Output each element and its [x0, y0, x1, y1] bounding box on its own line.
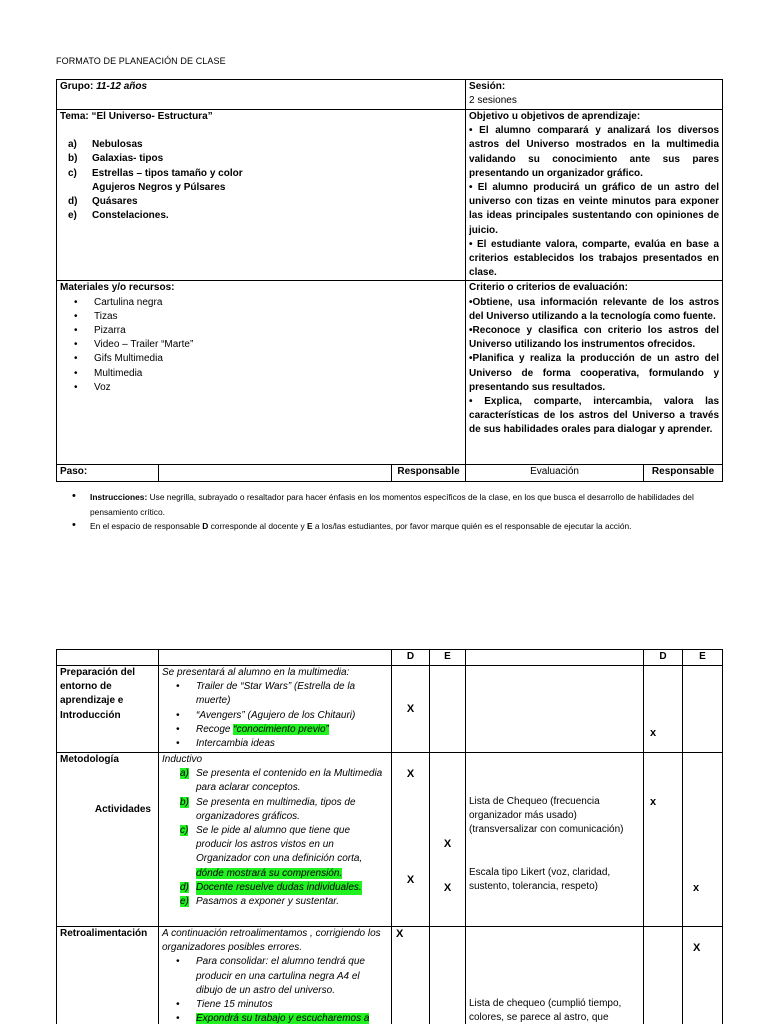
- paso-header: Paso:: [57, 465, 159, 482]
- note-item: • Instrucciones: Use negrilla, subrayado o resaltador para hacer énfasis en los momentos específicos de la clase, en los que busca el desarrollo de habilidades del pensamiento crítico.: [72, 490, 722, 519]
- d2-mark: x: [644, 753, 683, 927]
- grupo-label: Grupo:: [60, 81, 94, 92]
- list-item: • Trailer de “Star Wars” (Estrella de la muerte): [172, 680, 388, 708]
- list-item: • Para consolidar: el alumno tendrá que producir en una cartulina negra A4 el dibujo de un astro del universo.: [172, 955, 388, 998]
- list-item: d) Quásares: [68, 196, 138, 208]
- tema-label: Tema: “El Universo- Estructura”: [60, 111, 213, 122]
- list-item: • Tiene 15 minutos: [172, 998, 388, 1012]
- materiales-label: Materiales y/o recursos:: [60, 282, 175, 294]
- responsable-header: Responsable: [392, 465, 466, 482]
- sesion-cell: [466, 80, 723, 110]
- criterio-item: •Reconoce y clasifica con criterio los astros del Universo utilizando los instrumentos ofrecidos.: [469, 325, 720, 351]
- list-item: • Expondrá su trabajo y escucharemos a: [172, 1012, 388, 1024]
- criterio-item: •Obtiene, usa información relevante de los astros del Universo utilizando a la tecnología como fuente.: [469, 296, 720, 322]
- list-item: e) Pasamos a exponer y sustentar.: [180, 896, 340, 908]
- list-item: e) Constelaciones.: [68, 210, 169, 222]
- list-item: • Intercambia ideas: [172, 737, 388, 751]
- row-label: Preparación del entorno de aprendizaje e Introducción: [57, 666, 159, 753]
- eval-cell: Lista de Chequeo (frecuencia organizador más usado) (transversalizar con comunicación) Escala tipo Likert (voz, claridad, sustento, tolerancia, respeto): [466, 753, 644, 927]
- list-item: • Cartulina negra: [70, 296, 462, 310]
- objetivo-item: • El alumno producirá un gráfico de un astro del universo con tizas en veinte minutos para exponer las ideas principales sustentando con opiniones de juicio.: [469, 182, 720, 236]
- header-blank: [57, 650, 159, 666]
- objetivo-cell: [466, 110, 723, 281]
- responsable-header-2: Responsable: [644, 465, 723, 482]
- header-blank: [159, 650, 392, 666]
- list-item: • Pizarra: [70, 324, 462, 338]
- list-item: d) Docente resuelve dudas individuales.: [180, 881, 388, 895]
- header-d: D: [392, 650, 430, 666]
- header-d-2: D: [644, 650, 683, 666]
- d-mark: X: [392, 666, 430, 753]
- sesion-value: 2 sesiones: [469, 95, 517, 107]
- e2-mark: [683, 666, 723, 753]
- header-e-2: E: [683, 650, 723, 666]
- list-item: b) Se presenta en multimedia, tipos de organizadores gráficos.: [180, 796, 356, 822]
- tema-cell: [57, 110, 466, 281]
- e-mark: [430, 666, 466, 753]
- list-item: • Recoge “conocimiento previo”: [172, 723, 388, 737]
- criterio-item: • Explica, comparte, intercambia, valora las características de los astros del Universo a través de sus habilidades orales para dialogar y aprender.: [469, 396, 720, 436]
- d-mark: X: [392, 927, 430, 1024]
- list-item: Agujeros Negros y Púlsares: [92, 181, 226, 193]
- eval-cell: Lista de chequeo (cumplió tiempo, colores, se parece al astro, que: [466, 927, 644, 1024]
- row-label: Metodología Actividades: [57, 753, 159, 927]
- objetivo-label: Objetivo u objetivos de aprendizaje:: [469, 111, 641, 122]
- grupo-value: 11-12 años: [96, 81, 148, 92]
- header-blank: [466, 650, 644, 666]
- list-item: • Video – Trailer “Marte”: [70, 338, 462, 352]
- e2-mark: X: [683, 927, 723, 1024]
- criterio-label: Criterio o criterios de evaluación:: [469, 282, 628, 294]
- row-content: A continuación retroalimentamos , corrigiendo los organizadores posibles errores. • Para consolidar: el alumno tendrá que producir en una cartulina negra A4 el dibujo de un astro del universo. • Tiene 15 minutos • Expondrá su trabajo y escucharemos a: [159, 927, 392, 1024]
- list-item: a) Nebulosas: [68, 139, 143, 151]
- d2-mark: [644, 927, 683, 1024]
- sesion-label: Sesión:: [469, 81, 506, 92]
- materiales-list: [70, 296, 462, 395]
- paso-blank: [159, 465, 392, 482]
- header-e: E: [430, 650, 466, 666]
- grupo-cell: [57, 80, 466, 110]
- instructions-notes: [72, 490, 722, 534]
- e-mark: [430, 927, 466, 1024]
- activities-table: [56, 649, 723, 1024]
- objetivo-item: • El estudiante valora, comparte, evalúa en base a criterios establecidos los trabajos presentados en clase.: [469, 238, 720, 279]
- evaluacion-header: Evaluación: [466, 465, 644, 482]
- list-item: c) Se le pide al alumno que tiene que producir los astros vistos en un Organizador con una definición corta, dónde mostrará su comprensión.: [180, 825, 363, 879]
- d2-mark: x: [644, 666, 683, 753]
- row-content: Se presentará al alumno en la multimedia: • Trailer de “Star Wars” (Estrella de la muerte) • “Avengers” (Agujero de los Chitauri) • Recoge “conocimiento previo” • Intercambia ideas: [159, 666, 392, 753]
- list-item: • “Avengers” (Agujero de los Chitauri): [172, 709, 388, 723]
- list-item: • Voz: [70, 381, 462, 395]
- list-item: a) Se presenta el contenido en la Multimedia para aclarar conceptos.: [180, 768, 383, 794]
- criterio-item: •Planifica y realiza la producción de un astro del Universo de forma cooperativa, formulando y presentando sus resultados.: [469, 353, 720, 393]
- list-item: • Gifs Multimedia: [70, 352, 462, 366]
- e2-mark: x: [683, 753, 723, 927]
- d-mark: X X: [392, 753, 430, 927]
- objetivo-item: • El alumno comparará y analizará los diversos astros del Universo mostrados en la multimedia validando su conocimiento ante sus pares presentando un organizador gráfico.: [469, 125, 720, 179]
- criterio-cell: [466, 281, 723, 465]
- list-item: c) Estrellas – tipos tamaño y color: [68, 167, 243, 179]
- row-content: Inductivo a) Se presenta el contenido en la Multimedia para aclarar conceptos. b) Se presenta en multimedia, tipos de organizadores gráficos. c) Se le pide al alumno que tiene que producir los astros vistos en un Organizador con una definición corta, dónde mostrará su comprensión. d) Docente resuelve dudas individuales. e) Pasamos a exponer y sustentar.: [159, 753, 392, 927]
- materiales-cell: [57, 281, 466, 465]
- document-title: FORMATO DE PLANEACIÓN DE CLASE: [56, 56, 226, 66]
- list-item: • Tizas: [70, 310, 462, 324]
- list-item: • Multimedia: [70, 367, 462, 381]
- eval-cell: [466, 666, 644, 753]
- tema-list: [68, 138, 462, 223]
- e-mark: X X: [430, 753, 466, 927]
- row-label: Retroalimentación: [57, 927, 159, 1024]
- list-item: b) Galaxias- tipos: [68, 153, 164, 165]
- planning-table: [56, 79, 723, 482]
- note-item: • En el espacio de responsable D corresponde al docente y E a los/las estudiantes, por favor marque quién es el responsable de ejecutar la acción.: [72, 519, 722, 534]
